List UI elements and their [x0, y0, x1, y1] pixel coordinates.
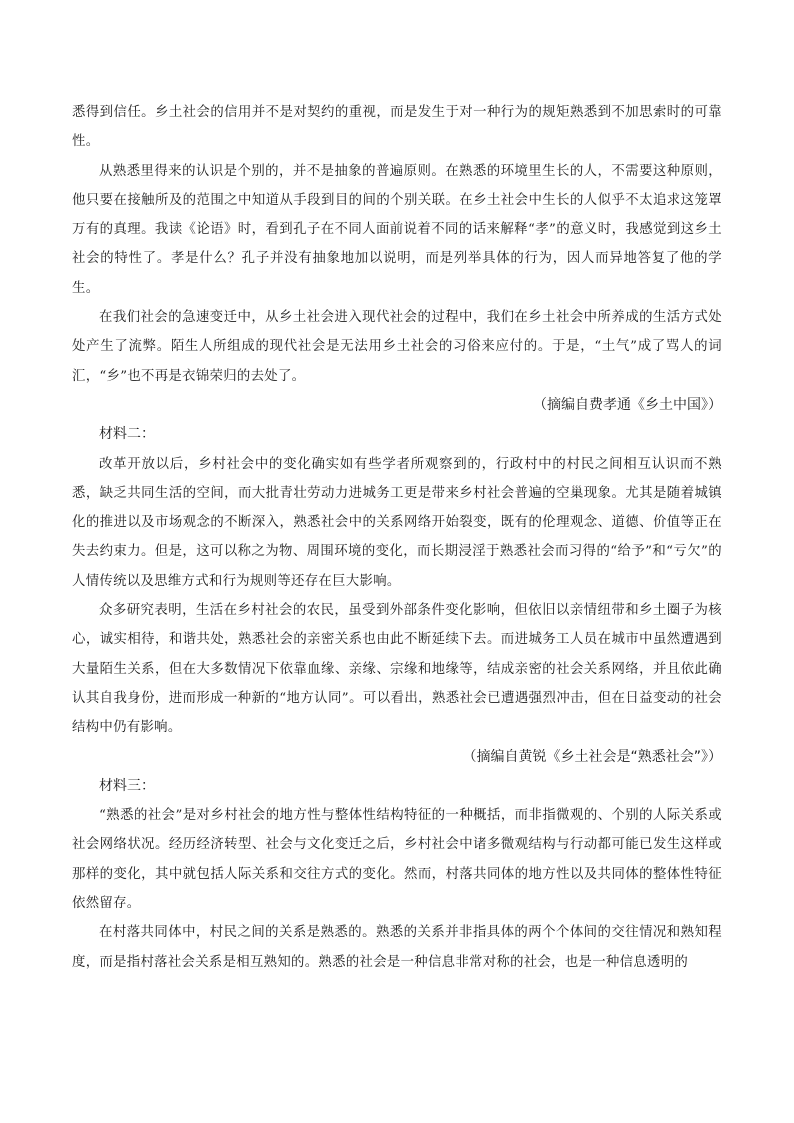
paragraph-familiar-society-definition: “熟悉的社会”是对乡村社会的地方性与整体性结构特征的一种概括，而非指微观的、个别的人际关系或社会网络状况。经历经济转型、社会与文化变迁之后，乡村社会中诸多微观结构与行动都可能已发生这样或那样的变化，其中就包括人际关系和交往方式的变化。然而，村落共同体的地方性以及共同体的整体性特征依然留存。: [72, 808, 722, 912]
source-citation-1: （摘编自费孝通《乡土中国》）: [533, 396, 722, 413]
paragraph-familiarity-knowledge: 从熟悉里得来的认识是个别的，并不是抽象的普遍原则。在熟悉的环境里生长的人，不需要这种原则，他只要在接触所及的范围之中知道从手段到目的间的个别关联。在乡土社会中生长的人似乎不太追求这笼罩万有的真理。我读《论语》时，看到孔子在不同人面前说着不同的话来解释“孝”的意义时，我感觉到这乡土社会的特性了。孝是什么？孔子并没有抽象地加以说明，而是列举具体的行为，因人而异地答复了他的学生。: [72, 163, 722, 296]
paragraph-research-findings: 众多研究表明，生活在乡村社会的农民，虽受到外部条件变化影响，但依旧以亲情纽带和乡土圈子为核心，诚实相待，和谐共处，熟悉社会的亲密关系也由此不断延续下去。而进城务工人员在城市中虽然遭遇到大量陌生关系，但在大多数情况下依靠血缘、亲缘、宗缘和地缘等，结成亲密的社会关系网络，并且依此确认其自我身份，进而形成一种新的“地方认同”。可以看出，熟悉社会已遭遇强烈冲击，但在日益变动的社会结构中仍有影响。: [72, 603, 722, 736]
material-two-heading: 材料二：: [99, 426, 155, 443]
paragraph-continued: 悉得到信任。乡土社会的信用并不是对契约的重视，而是发生于对一种行为的规矩熟悉到不加思索时的可靠性。: [72, 105, 722, 150]
source-citation-2: （摘编自黄锐《乡土社会是“熟悉社会”》）: [462, 748, 722, 765]
material-three-heading: 材料三：: [99, 777, 155, 794]
paragraph-social-change: 在我们社会的急速变迁中，从乡土社会进入现代社会的过程中，我们在乡土社会中所养成的生活方式处处产生了流弊。陌生人所组成的现代社会是无法用乡土社会的习俗来应付的。于是，“土气”成了骂人的词汇，“乡”也不再是衣锦荣归的去处了。: [72, 310, 722, 384]
paragraph-village-community: 在村落共同体中，村民之间的关系是熟悉的。熟悉的关系并非指具体的两个个体间的交往情况和熟知程度，而是指村落社会关系是相互熟知的。熟悉的社会是一种信息非常对称的社会，也是一种信息透明的: [72, 925, 722, 970]
paragraph-reform-changes: 改革开放以后，乡村社会中的变化确实如有些学者所观察到的，行政村中的村民之间相互认识而不熟悉，缺乏共同生活的空间，而大批青壮劳动力进城务工更是带来乡村社会普遍的空巢现象。尤其是随着城镇化的推进以及市场观念的不断深入，熟悉社会中的关系网络开始裂变，既有的伦理观念、道德、价值等正在失去约束力。但是，这可以称之为物、周围环境的变化，而长期浸淫于熟悉社会而习得的“给予”和“亏欠”的人情传统以及思维方式和行为规则等还存在巨大影响。: [72, 456, 722, 589]
document-body: [72, 98, 722, 977]
